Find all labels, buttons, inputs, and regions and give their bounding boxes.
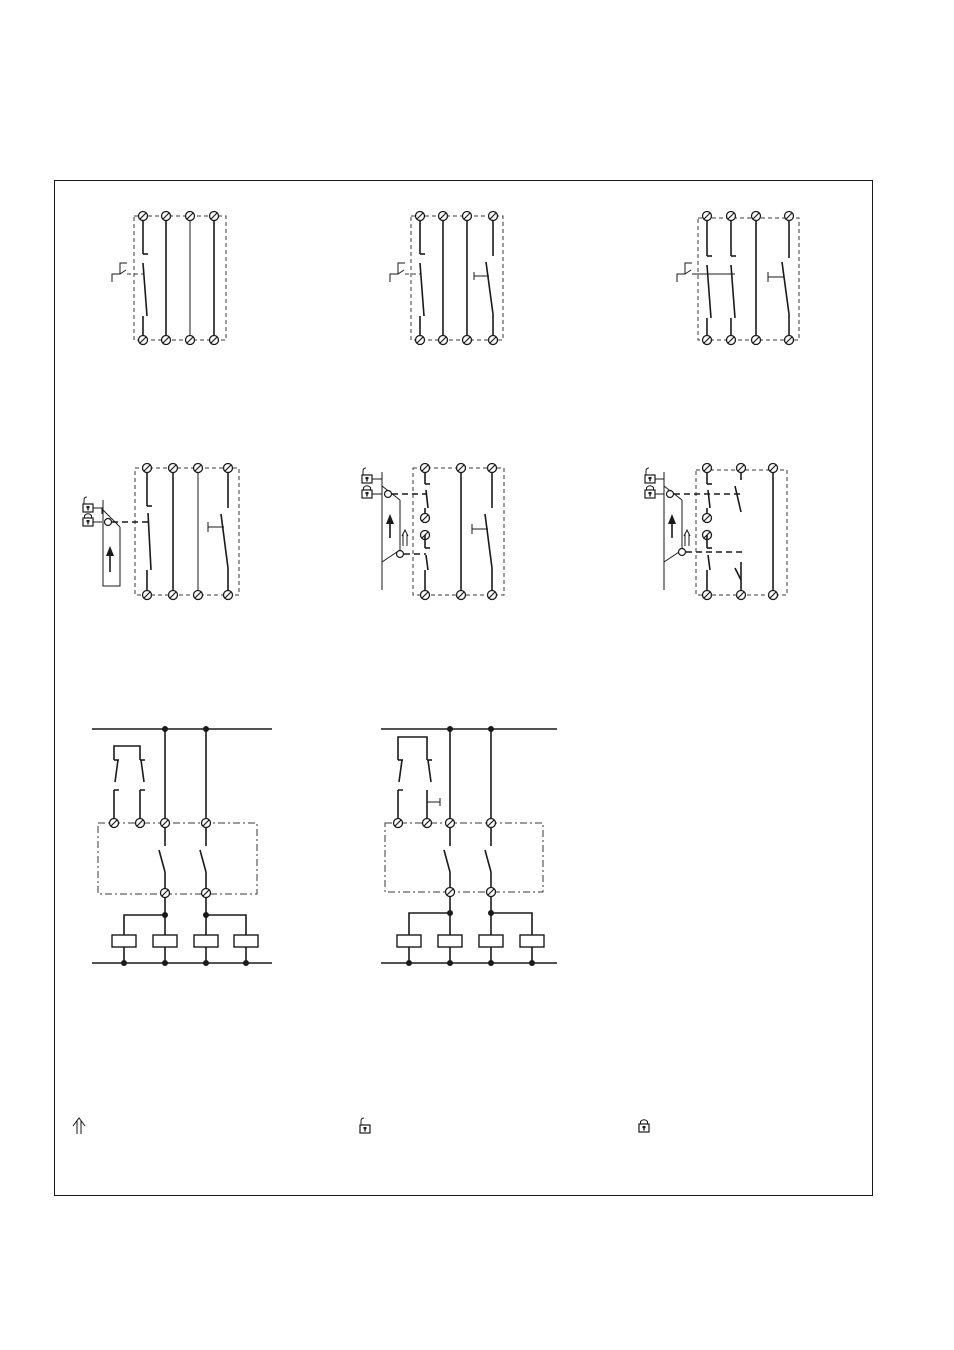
switch-2nc-1no-1line [677,212,799,345]
interlock-1nc-1no [83,464,239,600]
outer-frame [55,181,873,1196]
locked-icon [639,1120,649,1132]
interlock-2nc-1no [362,464,504,600]
switch-1nc-1no-2line [390,212,503,345]
auxiliary-release-icon [73,1118,85,1134]
interlock-1nc-1no-3pos [645,464,787,600]
switch-1nc-3line [112,212,226,345]
unlocked-icon [360,1118,370,1133]
wiring-example-a [92,726,272,966]
wiring-example-b [381,726,557,966]
